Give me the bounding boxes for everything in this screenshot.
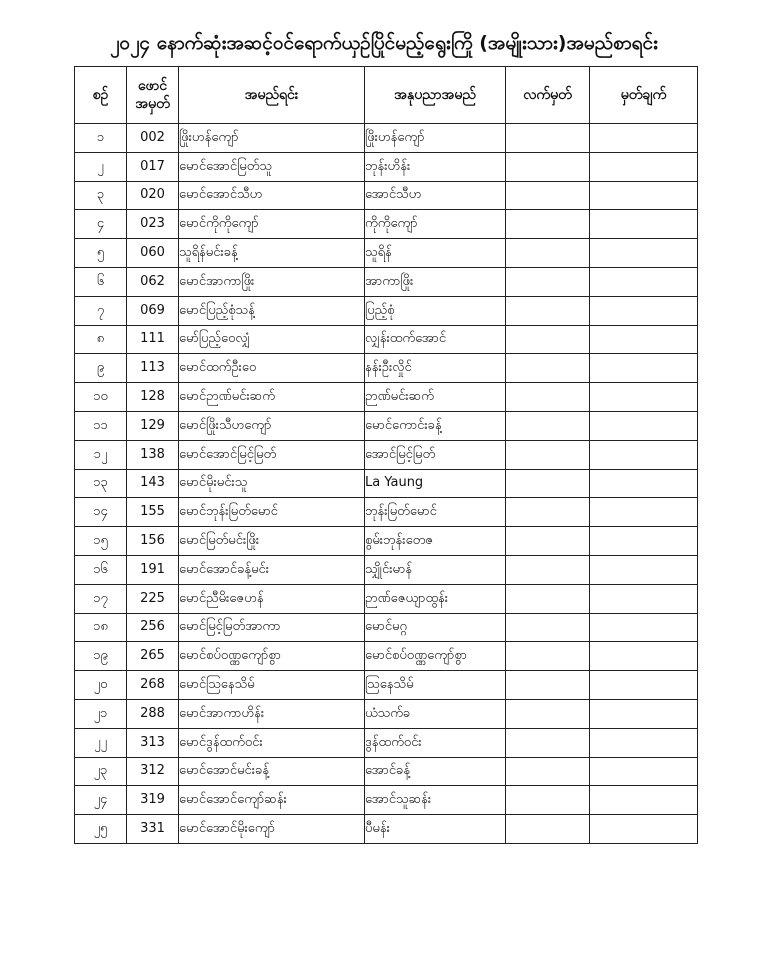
table-row bbox=[75, 527, 698, 556]
table-row bbox=[75, 267, 698, 296]
cell-roll-number: 313 bbox=[127, 728, 179, 757]
table-row bbox=[75, 210, 698, 239]
cell-roll-number: 111 bbox=[127, 325, 179, 354]
cell-signature bbox=[506, 642, 590, 671]
table-row bbox=[75, 699, 698, 728]
cell-remarks bbox=[590, 815, 698, 844]
table-row bbox=[75, 124, 698, 153]
cell-real-name: မောင်ဘုန်းမြတ်မောင် bbox=[179, 498, 365, 527]
cell-signature bbox=[506, 613, 590, 642]
cell-signature bbox=[506, 124, 590, 153]
cell-remarks bbox=[590, 555, 698, 584]
table-row bbox=[75, 498, 698, 527]
cell-serial-number: ၁၆ bbox=[75, 555, 127, 584]
cell-signature bbox=[506, 383, 590, 412]
cell-serial-number: ၆ bbox=[75, 267, 127, 296]
cell-roll-number: 062 bbox=[127, 267, 179, 296]
cell-serial-number: ၁၉ bbox=[75, 642, 127, 671]
cell-real-name: မောင်အောင်မိုးကျော် bbox=[179, 815, 365, 844]
cell-serial-number: ၃ bbox=[75, 181, 127, 210]
cell-real-name: မောင်အောင်မင်းခန့် bbox=[179, 757, 365, 786]
table-row bbox=[75, 642, 698, 671]
cell-real-name: မောင်မိုးမင်းသူ bbox=[179, 469, 365, 498]
cell-real-name: မောင်အာကာဖြိုး bbox=[179, 267, 365, 296]
header-serial-number: စဉ် bbox=[75, 67, 127, 124]
cell-signature bbox=[506, 671, 590, 700]
cell-roll-number: 113 bbox=[127, 354, 179, 383]
cell-remarks bbox=[590, 239, 698, 268]
table-row bbox=[75, 354, 698, 383]
table-row bbox=[75, 181, 698, 210]
cell-roll-number: 265 bbox=[127, 642, 179, 671]
cell-real-name: မောင်ကိုကိုကျော် bbox=[179, 210, 365, 239]
cell-remarks bbox=[590, 642, 698, 671]
cell-remarks bbox=[590, 296, 698, 325]
cell-serial-number: ၂၃ bbox=[75, 757, 127, 786]
cell-roll-number: 256 bbox=[127, 613, 179, 642]
cell-art-name: မောင်မဂ္ဂ bbox=[365, 613, 506, 642]
cell-roll-number: 155 bbox=[127, 498, 179, 527]
cell-roll-number: 017 bbox=[127, 152, 179, 181]
cell-remarks bbox=[590, 584, 698, 613]
cell-art-name: အောင်မြင့်မြတ် bbox=[365, 440, 506, 469]
header-art-name: အနုပညာအမည် bbox=[365, 67, 506, 124]
cell-roll-number: 156 bbox=[127, 527, 179, 556]
cell-signature bbox=[506, 469, 590, 498]
cell-roll-number: 268 bbox=[127, 671, 179, 700]
cell-signature bbox=[506, 354, 590, 383]
cell-signature bbox=[506, 296, 590, 325]
cell-signature bbox=[506, 555, 590, 584]
cell-real-name: မောင်အောင်မြတ်သူ bbox=[179, 152, 365, 181]
table-row bbox=[75, 613, 698, 642]
cell-art-name: ပြည့်စုံ bbox=[365, 296, 506, 325]
cell-signature bbox=[506, 584, 590, 613]
cell-art-name: လျှန်းထက်အောင် bbox=[365, 325, 506, 354]
cell-real-name: မောင်စပ်ဝဏ္ဏကျော်စွာ bbox=[179, 642, 365, 671]
cell-art-name: သူရိန် bbox=[365, 239, 506, 268]
header-roll-number-line1: ဖောင် bbox=[137, 78, 168, 94]
table-row bbox=[75, 440, 698, 469]
cell-real-name: မော်ပြည့်ဝေလျှံ bbox=[179, 325, 365, 354]
cell-roll-number: 128 bbox=[127, 383, 179, 412]
cell-roll-number: 191 bbox=[127, 555, 179, 584]
cell-signature bbox=[506, 210, 590, 239]
header-roll-number-line2: အမှတ် bbox=[135, 96, 170, 112]
cell-real-name: မောင်အောင်မြင့်မြတ် bbox=[179, 440, 365, 469]
cell-remarks bbox=[590, 469, 698, 498]
cell-serial-number: ၂၁ bbox=[75, 699, 127, 728]
cell-signature bbox=[506, 527, 590, 556]
cell-art-name: ဖြိုးဟန်ကျော် bbox=[365, 124, 506, 153]
cell-remarks bbox=[590, 152, 698, 181]
table-row bbox=[75, 555, 698, 584]
cell-remarks bbox=[590, 267, 698, 296]
page-title: ၂၀၂၄ နောက်ဆုံးအဆင့်ဝင်ရောက်ယှဉ်ပြိုင်မည့်ရွေးကြို (အမျိုးသား)အမည်စာရင်း bbox=[110, 32, 658, 54]
cell-art-name: မောင်ကောင်းခန့် bbox=[365, 411, 506, 440]
cell-signature bbox=[506, 440, 590, 469]
cell-serial-number: ၉ bbox=[75, 354, 127, 383]
cell-remarks bbox=[590, 527, 698, 556]
cell-serial-number: ၂၂ bbox=[75, 728, 127, 757]
table-body bbox=[75, 124, 698, 844]
table-header-row bbox=[75, 67, 698, 124]
cell-signature bbox=[506, 786, 590, 815]
cell-art-name: ဒွန်ထက်ဝင်း bbox=[365, 728, 506, 757]
cell-signature bbox=[506, 267, 590, 296]
table-row bbox=[75, 239, 698, 268]
cell-real-name: မောင်အောင်သီဟ bbox=[179, 181, 365, 210]
cell-signature bbox=[506, 757, 590, 786]
cell-art-name: သြနေသိမ် bbox=[365, 671, 506, 700]
table-row bbox=[75, 815, 698, 844]
header-roll-number bbox=[127, 67, 179, 124]
cell-remarks bbox=[590, 383, 698, 412]
cell-signature bbox=[506, 325, 590, 354]
cell-signature bbox=[506, 498, 590, 527]
cell-real-name: မောင်မြတ်မင်းဖြိုး bbox=[179, 527, 365, 556]
cell-art-name: သျှိုင်းမာန် bbox=[365, 555, 506, 584]
cell-real-name: မောင်ဉာဏ်မင်းဆက် bbox=[179, 383, 365, 412]
cell-roll-number: 331 bbox=[127, 815, 179, 844]
cell-remarks bbox=[590, 757, 698, 786]
cell-real-name: မောင်ပြည့်စုံသန့် bbox=[179, 296, 365, 325]
cell-remarks bbox=[590, 613, 698, 642]
cell-real-name: ဖြိုးဟန်ကျော် bbox=[179, 124, 365, 153]
cell-roll-number: 143 bbox=[127, 469, 179, 498]
cell-art-name: ပီမန်း bbox=[365, 815, 506, 844]
table-row bbox=[75, 411, 698, 440]
cell-signature bbox=[506, 239, 590, 268]
cell-roll-number: 023 bbox=[127, 210, 179, 239]
cell-roll-number: 060 bbox=[127, 239, 179, 268]
cell-roll-number: 319 bbox=[127, 786, 179, 815]
table-row bbox=[75, 584, 698, 613]
cell-remarks bbox=[590, 411, 698, 440]
cell-art-name: အောင်သီဟ bbox=[365, 181, 506, 210]
cell-roll-number: 288 bbox=[127, 699, 179, 728]
cell-real-name: မောင်ဒွန်ထက်ဝင်း bbox=[179, 728, 365, 757]
cell-roll-number: 225 bbox=[127, 584, 179, 613]
header-signature: လက်မှတ် bbox=[506, 67, 590, 124]
cell-art-name: အာကာဖြိုး bbox=[365, 267, 506, 296]
cell-serial-number: ၁၅ bbox=[75, 527, 127, 556]
cell-real-name: မောင်မြင့်မြတ်အာကာ bbox=[179, 613, 365, 642]
header-remarks: မှတ်ချက် bbox=[590, 67, 698, 124]
cell-signature bbox=[506, 152, 590, 181]
cell-signature bbox=[506, 815, 590, 844]
cell-roll-number: 069 bbox=[127, 296, 179, 325]
cell-serial-number: ၅ bbox=[75, 239, 127, 268]
cell-roll-number: 138 bbox=[127, 440, 179, 469]
table-row bbox=[75, 383, 698, 412]
cell-art-name: အောင်သူဆန်း bbox=[365, 786, 506, 815]
cell-serial-number: ၁၈ bbox=[75, 613, 127, 642]
cell-art-name: ဉာဏ်မင်းဆက် bbox=[365, 383, 506, 412]
cell-real-name: မောင်သြနေသိမ် bbox=[179, 671, 365, 700]
cell-roll-number: 002 bbox=[127, 124, 179, 153]
cell-serial-number: ၈ bbox=[75, 325, 127, 354]
cell-remarks bbox=[590, 124, 698, 153]
cell-signature bbox=[506, 728, 590, 757]
cell-signature bbox=[506, 181, 590, 210]
table-row bbox=[75, 728, 698, 757]
contestant-table bbox=[74, 66, 698, 844]
cell-signature bbox=[506, 411, 590, 440]
cell-serial-number: ၄ bbox=[75, 210, 127, 239]
cell-real-name: မောင်ညီမိးဇေဟန် bbox=[179, 584, 365, 613]
table-row bbox=[75, 757, 698, 786]
cell-real-name: မောင်အာကာဟိန်း bbox=[179, 699, 365, 728]
cell-remarks bbox=[590, 440, 698, 469]
cell-art-name: စွမ်းဘုန်းတေဇ bbox=[365, 527, 506, 556]
table-row bbox=[75, 786, 698, 815]
header-real-name: အမည်ရင်း bbox=[179, 67, 365, 124]
cell-art-name: ယံသက်ခ bbox=[365, 699, 506, 728]
cell-real-name: မောင်ထက်ဦးဝေ bbox=[179, 354, 365, 383]
cell-serial-number: ၁၂ bbox=[75, 440, 127, 469]
cell-serial-number: ၁၁ bbox=[75, 411, 127, 440]
cell-remarks bbox=[590, 210, 698, 239]
cell-art-name: ဉာဏ်ဇေယျာထွန်း bbox=[365, 584, 506, 613]
cell-remarks bbox=[590, 325, 698, 354]
table-row bbox=[75, 325, 698, 354]
cell-art-name: ဘုန်းမြတ်မောင် bbox=[365, 498, 506, 527]
cell-remarks bbox=[590, 786, 698, 815]
cell-remarks bbox=[590, 728, 698, 757]
cell-serial-number: ၂ bbox=[75, 152, 127, 181]
cell-serial-number: ၂၅ bbox=[75, 815, 127, 844]
cell-serial-number: ၁၃ bbox=[75, 469, 127, 498]
cell-remarks bbox=[590, 699, 698, 728]
cell-art-name: ကိုကိုကျော် bbox=[365, 210, 506, 239]
cell-real-name: မောင်အောင်ကျော်ဆန်း bbox=[179, 786, 365, 815]
cell-signature bbox=[506, 699, 590, 728]
cell-serial-number: ၁ bbox=[75, 124, 127, 153]
cell-remarks bbox=[590, 354, 698, 383]
table-row bbox=[75, 296, 698, 325]
cell-remarks bbox=[590, 181, 698, 210]
cell-roll-number: 129 bbox=[127, 411, 179, 440]
table-row bbox=[75, 671, 698, 700]
cell-serial-number: ၁၀ bbox=[75, 383, 127, 412]
cell-art-name: အောင်ခန့် bbox=[365, 757, 506, 786]
cell-art-name: La Yaung bbox=[365, 469, 506, 498]
cell-remarks bbox=[590, 671, 698, 700]
cell-serial-number: ၂၀ bbox=[75, 671, 127, 700]
table-row bbox=[75, 469, 698, 498]
cell-art-name: နန်းဦးလှိုင် bbox=[365, 354, 506, 383]
cell-serial-number: ၁၇ bbox=[75, 584, 127, 613]
cell-art-name: ဘုန်းဟိန်း bbox=[365, 152, 506, 181]
table-row bbox=[75, 152, 698, 181]
cell-serial-number: ၂၄ bbox=[75, 786, 127, 815]
cell-art-name: မောင်စပ်ဝဏ္ဏကျော်စွာ bbox=[365, 642, 506, 671]
cell-real-name: မောင်အောင်ခန့်မင်း bbox=[179, 555, 365, 584]
cell-serial-number: ၁၄ bbox=[75, 498, 127, 527]
cell-roll-number: 312 bbox=[127, 757, 179, 786]
cell-remarks bbox=[590, 498, 698, 527]
cell-real-name: သူရိန်မင်းခန့် bbox=[179, 239, 365, 268]
cell-real-name: မောင်ဖြိုးသီဟကျော် bbox=[179, 411, 365, 440]
cell-roll-number: 020 bbox=[127, 181, 179, 210]
cell-serial-number: ၇ bbox=[75, 296, 127, 325]
